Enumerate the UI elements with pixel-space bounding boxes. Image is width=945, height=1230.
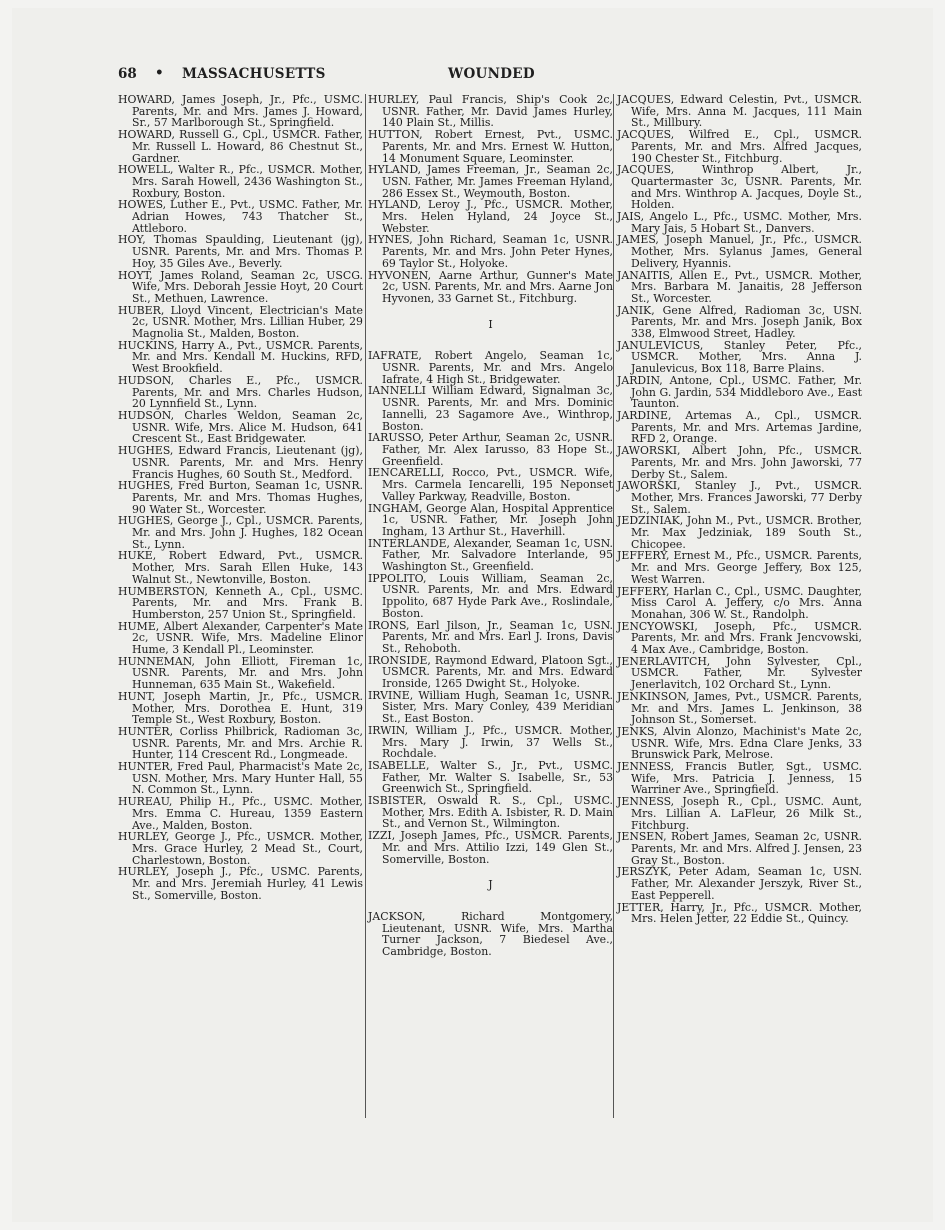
casualty-entry: HUMBERSTON, Kenneth A., Cpl., USMC. Parents, Mr. and Mrs. Frank B. Humberston, 257 Union St., Springfield. <box>118 584 363 621</box>
casualty-entry: JACKSON, Richard Montgomery, Lieutenant, USNR. Wife, Mrs. Martha Turner Jackson, 7 Biedesel Ave., Cambridge, Boston. <box>368 910 613 959</box>
casualty-entry: JENKS, Alvin Alonzo, Machinist's Mate 2c, USNR. Wife, Mrs. Edna Clare Jenks, 33 Brunswick Park, Melrose. <box>617 724 862 762</box>
casualty-entry: IRONS, Earl Jilson, Jr., Seaman 1c, USN. Parents, Mr. and Mrs. Earl J. Irons, Davis St., Rehoboth. <box>368 618 613 655</box>
casualty-entry: HYVONEN, Aarne Arthur, Gunner's Mate 2c, USN. Parents, Mr. and Mrs. Aarne Jon Hyvonen, 33 Garnet St., Fitchburg. <box>368 268 613 305</box>
casualty-entry: HUTTON, Robert Ernest, Pvt., USMC. Parents, Mr. and Mrs. Ernest W. Hutton, 14 Monument Square, Leominster. <box>368 128 613 165</box>
casualty-entry: JEFFERY, Harlan C., Cpl., USMC. Daughter, Miss Carol A. Jeffery, c/o Mrs. Anna Monahan, 306 W. St., Randolph. <box>617 584 862 621</box>
casualty-entry: IAFRATE, Robert Angelo, Seaman 1c, USNR. Parents, Mr. and Mrs. Angelo Iafrate, 4 High St., Bridgewater. <box>368 349 613 386</box>
casualty-entry: JACQUES, Winthrop Albert, Jr., Quartermaster 3c, USNR. Parents, Mr. and Mrs. Winthrop A. Jacques, Doyle St., Holden. <box>617 163 862 212</box>
casualty-entry: IRWIN, William J., Pfc., USMCR. Mother, Mrs. Mary J. Irwin, 37 Wells St., Rochdale. <box>368 723 613 761</box>
casualty-entry: IPPOLITO, Louis William, Seaman 2c, USNR. Parents, Mr. and Mrs. Edward Ippolito, 687 Hyde Park Ave., Roslindale, Boston. <box>368 571 613 620</box>
header-bullet: • <box>155 65 164 81</box>
casualty-entry: IANNELLI William Edward, Signalman 3c, USNR. Parents, Mr. and Mrs. Dominic Iannelli, 23 Sagamore Ave., Winthrop, Boston. <box>368 384 613 433</box>
casualty-entry: JANIK, Gene Alfred, Radioman 3c, USN. Parents, Mr. and Mrs. Joseph Janik, Box 338, Elmwood Street, Hadley. <box>617 303 862 341</box>
page-number: 68 <box>118 66 137 82</box>
casualty-entry: JENERLAVITCH, John Sylvester, Cpl., USMCR. Father, Mr. Sylvester Jenerlavitch, 102 Orchard St., Lynn. <box>617 654 862 692</box>
casualty-entry: HUDSON, Charles Weldon, Seaman 2c, USNR. Wife, Mrs. Alice M. Hudson, 641 Crescent St., East Bridgewater. <box>118 408 363 446</box>
casualty-entry: HUKE, Robert Edward, Pvt., USMCR. Mother, Mrs. Sarah Ellen Huke, 143 Walnut St., Newtonville, Boston. <box>118 549 363 586</box>
casualty-entry: JENNESS, Francis Butler, Sgt., USMC. Wife, Mrs. Patricia J. Jenness, 15 Warriner Ave., Springfield. <box>617 760 862 797</box>
casualty-entry: HUME, Albert Alexander, Carpenter's Mate 2c, USNR. Wife, Mrs. Madeline Elinor Hume, 3 Kendall Pl., Leominster. <box>118 619 363 657</box>
casualty-entry: HUBER, Lloyd Vincent, Electrician's Mate 2c, USNR. Mother, Mrs. Lillian Huber, 29 Magnolia St., Malden, Boston. <box>118 303 363 341</box>
casualty-entry: JARDINE, Artemas A., Cpl., USMCR. Parents, Mr. and Mrs. Artemas Jardine, RFD 2, Orange. <box>617 408 862 446</box>
casualty-entry: JEDZINIAK, John M., Pvt., USMCR. Brother, Mr. Max Jedziniak, 189 South St., Chicopee. <box>617 514 862 551</box>
casualty-entry: HUGHES, Fred Burton, Seaman 1c, USNR. Parents, Mr. and Mrs. Thomas Hughes, 90 Water St., Worcester. <box>118 479 363 516</box>
casualty-entry: JANAITIS, Allen E., Pvt., USMCR. Mother, Mrs. Barbara M. Janaitis, 28 Jefferson St., Worcester. <box>617 268 862 305</box>
casualty-entry: HURLEY, Joseph J., Pfc., USMC. Parents, Mr. and Mrs. Jeremiah Hurley, 41 Lewis St., Somerville, Boston. <box>118 865 363 902</box>
casualty-entry: HURLEY, George J., Pfc., USMCR. Mother, Mrs. Grace Hurley, 2 Mead St., Court, Charlestown, Boston. <box>118 830 363 867</box>
casualty-entry: HUCKINS, Harry A., Pvt., USMCR. Parents, Mr. and Mrs. Kendall M. Huckins, RFD, West Brookfield. <box>118 338 363 376</box>
section-letter: J <box>488 878 493 892</box>
casualty-entry: JANULEVICUS, Stanley Peter, Pfc., USMCR. Mother, Mrs. Anna J. Janulevicus, Box 118, Barre Plains. <box>617 338 862 376</box>
casualty-entry: HURLEY, Paul Francis, Ship's Cook 2c, USNR. Father, Mr. David James Hurley, 140 Plain St., Millis. <box>368 93 613 130</box>
casualty-entry: HUGHES, George J., Cpl., USMCR. Parents, Mr. and Mrs. John J. Hughes, 182 Ocean St., Lynn. <box>118 514 363 551</box>
section-title: WOUNDED <box>448 66 535 82</box>
casualty-entry: IZZI, Joseph James, Pfc., USMCR. Parents, Mr. and Mrs. Attilio Izzi, 149 Glen St., Somerville, Boston. <box>368 829 613 866</box>
casualty-entry: IRONSIDE, Raymond Edward, Platoon Sgt., USMCR. Parents, Mr. and Mrs. Edward Ironside, 1265 Dwight St., Holyoke. <box>368 653 613 691</box>
casualty-entry: HOWELL, Walter R., Pfc., USMCR. Mother, Mrs. Sarah Howell, 2436 Washington St., Roxbury, Boston. <box>118 163 363 200</box>
casualty-entry: JENCYOWSKI, Joseph, Pfc., USMCR. Parents, Mr. and Mrs. Frank Jencvowski, 4 Max Ave., Cambridge, Boston. <box>617 619 862 657</box>
state-title: MASSACHUSETTS <box>182 66 326 82</box>
column-divider <box>613 94 614 1118</box>
casualty-entry: IENCARELLI, Rocco, Pvt., USMCR. Wife, Mrs. Carmela Iencarelli, 195 Neponset Valley Parkway, Readville, Boston. <box>368 466 613 503</box>
casualty-entry: JETTER, Harry, Jr., Pfc., USMCR. Mother, Mrs. Helen Jetter, 22 Eddie St., Quincy. <box>617 900 862 926</box>
casualty-entry: INTERLANDE, Alexander, Seaman 1c, USN. Father, Mr. Salvadore Interlande, 95 Washington St., Greenfield. <box>368 536 613 574</box>
casualty-entry: HOWARD, James Joseph, Jr., Pfc., USMC. Parents, Mr. and Mrs. James J. Howard, Sr., 57 Marlborough St., Springfield. <box>118 93 363 130</box>
casualty-entry: JENSEN, Robert James, Seaman 2c, USNR. Parents, Mr. and Mrs. Alfred J. Jensen, 23 Gray St., Boston. <box>617 830 862 867</box>
casualty-entry: HOWARD, Russell G., Cpl., USMCR. Father, Mr. Russell L. Howard, 86 Chestnut St., Gardner. <box>118 128 363 165</box>
column-divider <box>365 94 366 1118</box>
casualty-entry: JEFFERY, Ernest M., Pfc., USMCR. Parents, Mr. and Mrs. George Jeffery, Box 125, West Warren. <box>617 549 862 586</box>
casualty-entry: JERSZYK, Peter Adam, Seaman 1c, USN. Father, Mr. Alexander Jerszyk, River St., East Pepperell. <box>617 865 862 902</box>
casualty-entry: HUNTER, Fred Paul, Pharmacist's Mate 2c, USN. Mother, Mrs. Mary Hunter Hall, 55 N. Common St., Lynn. <box>118 760 363 797</box>
casualty-entry: ISBISTER, Oswald R. S., Cpl., USMC. Mother, Mrs. Edith A. Isbister, R. D. Main St., and Vernon St., Wilmington. <box>368 794 613 831</box>
column-left <box>118 94 363 902</box>
casualty-entry: IRVINE, William Hugh, Seaman 1c, USNR. Sister, Mrs. Mary Conley, 439 Meridian St., East Boston. <box>368 688 613 726</box>
casualty-entry: JARDIN, Antone, Cpl., USMC. Father, Mr. John G. Jardin, 534 Middleboro Ave., East Taunton. <box>617 373 862 411</box>
casualty-entry: HOYT, James Roland, Seaman 2c, USCG. Wife, Mrs. Deborah Jessie Hoyt, 20 Court St., Methuen, Lawrence. <box>118 268 363 305</box>
casualty-entry: IARUSSO, Peter Arthur, Seaman 2c, USNR. Father, Mr. Alex Iarusso, 83 Hope St., Greenfield. <box>368 431 613 468</box>
column-right <box>617 94 862 925</box>
casualty-entry: HOWES, Luther E., Pvt., USMC. Father, Mr. Adrian Howes, 743 Thatcher St., Attleboro. <box>118 198 363 235</box>
casualty-entry: HYNES, John Richard, Seaman 1c, USNR. Parents, Mr. and Mrs. John Peter Hynes, 69 Taylor St., Holyoke. <box>368 233 613 270</box>
casualty-entry: JACQUES, Edward Celestin, Pvt., USMCR. Wife, Mrs. Anna M. Jacques, 111 Main St., Millbury. <box>617 93 862 130</box>
casualty-entry: JENKINSON, James, Pvt., USMCR. Parents, Mr. and Mrs. James L. Jenkinson, 38 Johnson St., Somerset. <box>617 689 862 727</box>
casualty-entry: HOY, Thomas Spaulding, Lieutenant (jg), USNR. Parents, Mr. and Mrs. Thomas P. Hoy, 35 Giles Ave., Beverly. <box>118 233 363 270</box>
casualty-entry: HYLAND, James Freeman, Jr., Seaman 2c, USN. Father, Mr. James Freeman Hyland, 286 Essex St., Weymouth, Boston. <box>368 163 613 200</box>
casualty-entry: HUDSON, Charles E., Pfc., USMCR. Parents, Mr. and Mrs. Charles Hudson, 20 Lynnfield St., Lynn. <box>118 373 363 411</box>
casualty-entry: JAIS, Angelo L., Pfc., USMC. Mother, Mrs. Mary Jais, 5 Hobart St., Danvers. <box>617 210 862 235</box>
casualty-entry: JAMES, Joseph Manuel, Jr., Pfc., USMCR. Mother, Mrs. Sylanus James, General Delivery, Hyannis. <box>617 233 862 270</box>
section-letter: I <box>488 317 493 331</box>
column-middle <box>368 94 613 958</box>
casualty-entry: JACQUES, Wilfred E., Cpl., USMCR. Parents, Mr. and Mrs. Alfred Jacques, 190 Chester St., Fitchburg. <box>617 128 862 165</box>
casualty-entry: HUNTER, Corliss Philbrick, Radioman 3c, USNR. Parents, Mr. and Mrs. Archie R. Hunter, 114 Crescent Rd., Longmeade. <box>118 724 363 762</box>
casualty-entry: JAWORSKI, Stanley J., Pvt., USMCR. Mother, Mrs. Frances Jaworski, 77 Derby St., Salem. <box>617 479 862 516</box>
casualty-entry: HUGHES, Edward Francis, Lieutenant (jg), USNR. Parents, Mr. and Mrs. Henry Francis Hughes, 60 South St., Medford. <box>118 444 363 481</box>
casualty-entry: HYLAND, Leroy J., Pfc., USMCR. Mother, Mrs. Helen Hyland, 24 Joyce St., Webster. <box>368 198 613 235</box>
page-header <box>118 66 858 88</box>
casualty-entry: HUNNEMAN, John Elliott, Fireman 1c, USNR. Parents, Mr. and Mrs. John Hunneman, 635 Main St., Wakefield. <box>118 654 363 692</box>
casualty-entry: HUREAU, Philip H., Pfc., USMC. Mother, Mrs. Emma C. Hureau, 1359 Eastern Ave., Malden, Boston. <box>118 795 363 832</box>
casualty-entry: INGHAM, George Alan, Hospital Apprentice 1c, USNR. Father, Mr. Joseph John Ingham, 13 Arthur St., Haverhill. <box>368 501 613 538</box>
casualty-entry: JENNESS, Joseph R., Cpl., USMC. Aunt, Mrs. Lillian A. LaFleur, 26 Milk St., Fitchburg. <box>617 795 862 832</box>
casualty-entry: JAWORSKI, Albert John, Pfc., USMCR. Parents, Mr. and Mrs. John Jaworski, 77 Derby St., Salem. <box>617 444 862 481</box>
casualty-entry: ISABELLE, Walter S., Jr., Pvt., USMC. Father, Mr. Walter S. Isabelle, Sr., 53 Greenwich St., Springfield. <box>368 758 613 796</box>
casualty-entry: HUNT, Joseph Martin, Jr., Pfc., USMCR. Mother, Mrs. Dorothea E. Hunt, 319 Temple St., West Roxbury, Boston. <box>118 689 363 727</box>
